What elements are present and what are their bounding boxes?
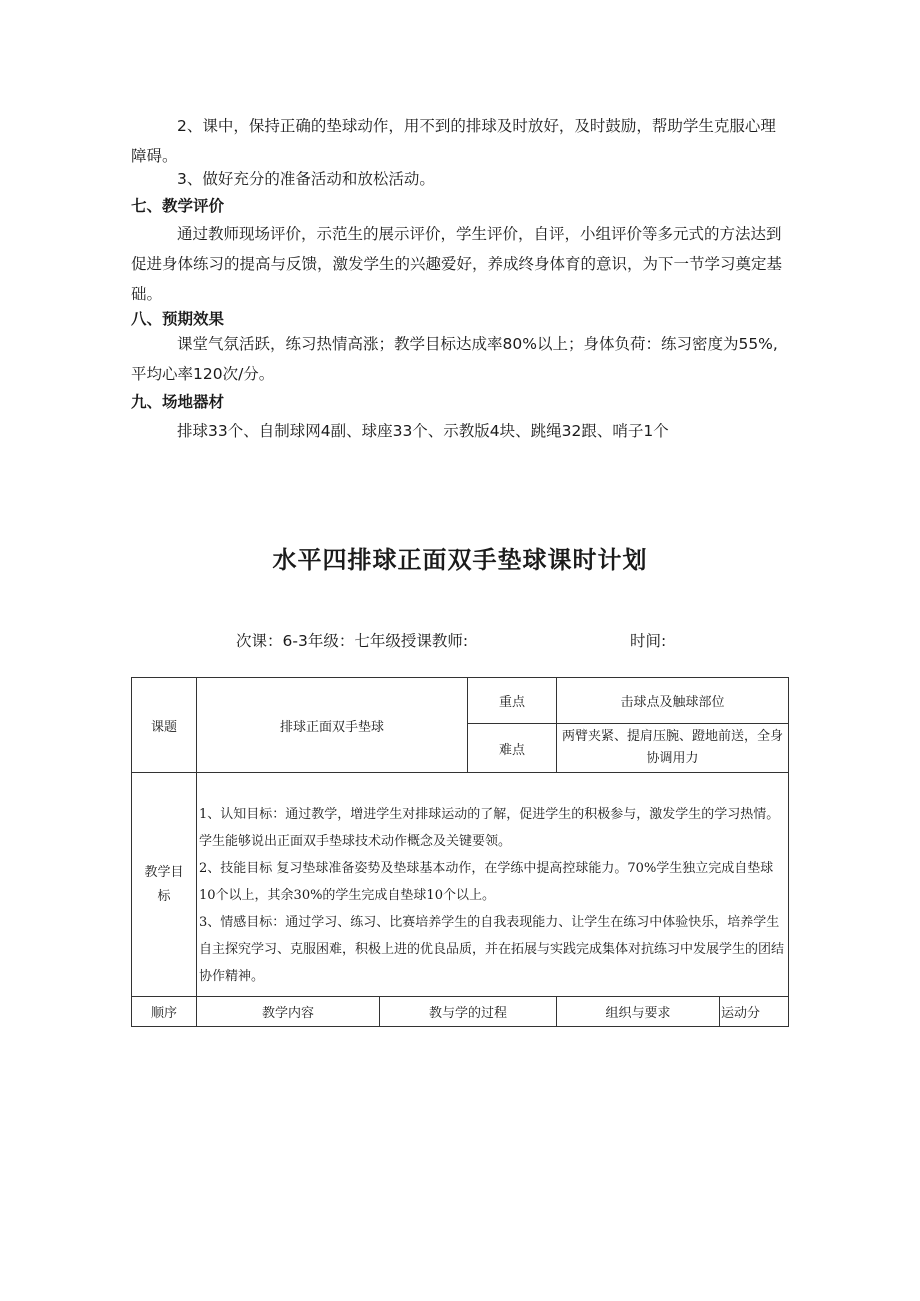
goals-label: 教学目标 bbox=[132, 773, 197, 997]
section-body-equipment: 排球33个、自制球网4副、球座33个、示教版4块、跳绳32跟、哨子1个 bbox=[177, 422, 669, 440]
difficulty-value: 两臂夹紧、提肩压腕、蹬地前送，全身协调用力 bbox=[557, 724, 789, 773]
goal-cognitive: 1、认知目标：通过教学，增进学生对排球运动的了解，促进学生的积极参与，激发学生的学习热情。学生能够说出正面双手垫球技术动作概念及关键要领。 bbox=[199, 807, 780, 849]
time-meta: 时间: bbox=[630, 632, 667, 650]
column-header-process: 教与学的过程 bbox=[380, 997, 557, 1027]
safety-item-2: 2、课中，保持正确的垫球动作，用不到的排球及时放好，及时鼓励，帮助学生克服心理障碍。 bbox=[131, 117, 776, 165]
topic-value: 排球正面双手垫球 bbox=[197, 678, 468, 773]
column-header-exercise-minutes: 运动分 bbox=[720, 997, 789, 1027]
column-header-order: 顺序 bbox=[132, 997, 197, 1027]
goal-skill: 2、技能目标 复习垫球准备姿势及垫球基本动作，在学练中提高控球能力。70%学生独立完成自垫球10个以上，其余30%的学生完成自垫球10个以上。 bbox=[199, 861, 774, 903]
section-heading-evaluation: 七、教学评价 bbox=[131, 197, 225, 215]
lesson-plan-table bbox=[131, 677, 789, 1027]
column-header-organization: 组织与要求 bbox=[557, 997, 720, 1027]
table-row bbox=[132, 678, 789, 724]
goals-cell bbox=[197, 773, 789, 997]
section-heading-expected-effect: 八、预期效果 bbox=[131, 310, 225, 328]
page-title: 水平四排球正面双手垫球课时计划 bbox=[272, 546, 648, 574]
key-point-value: 击球点及触球部位 bbox=[557, 678, 789, 724]
difficulty-label: 难点 bbox=[468, 724, 557, 773]
table-header-row bbox=[132, 997, 789, 1027]
section-body-expected-effect: 课堂气氛活跃，练习热情高涨；教学目标达成率80%以上；身体负荷：练习密度为55%,平均心率120次/分。 bbox=[131, 335, 778, 383]
safety-item-3: 3、做好充分的准备活动和放松活动。 bbox=[177, 170, 435, 188]
class-meta: 次课：6-3年级：七年级授课教师: bbox=[236, 632, 469, 650]
goal-affective: 3、情感目标：通过学习、练习、比赛培养学生的自我表现能力、让学生在练习中体验快乐，培养学生自主探究学习、克服困难，积极上进的优良品质，并在拓展与实践完成集体对抗练习中发展学生的团结协作精神。 bbox=[199, 915, 785, 984]
table-row bbox=[132, 773, 789, 997]
key-point-label: 重点 bbox=[468, 678, 557, 724]
section-body-evaluation: 通过教师现场评价，示范生的展示评价，学生评价，自评，小组评价等多元式的方法达到促进身体练习的提高与反馈，激发学生的兴趣爱好，养成终身体育的意识，为下一节学习奠定基础。 bbox=[131, 225, 783, 303]
topic-label: 课题 bbox=[132, 678, 197, 773]
section-heading-equipment: 九、场地器材 bbox=[131, 393, 225, 411]
column-header-content: 教学内容 bbox=[197, 997, 380, 1027]
